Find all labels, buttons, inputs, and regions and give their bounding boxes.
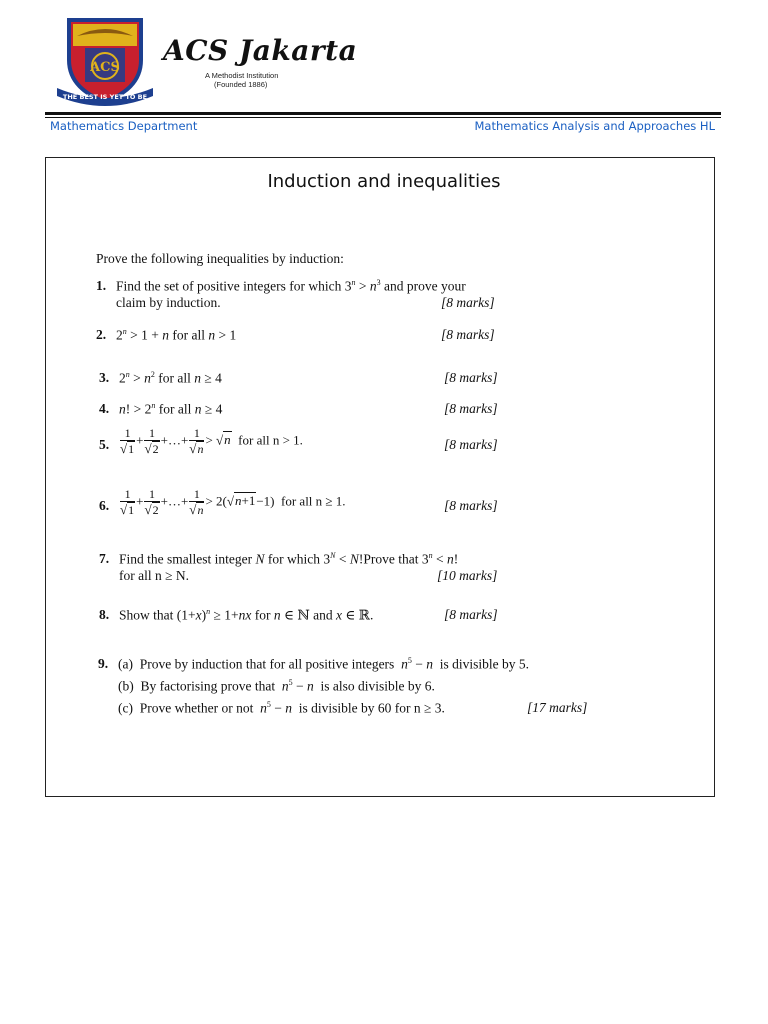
school-crest-logo: [55, 16, 155, 108]
question-9b: (b) By factorising prove that $n^5 - n$ is also divisible by 6.: [118, 678, 435, 694]
question-7-line-1: Find the smallest integer N for which $3^N$ < N!Prove that $3^n < n$!: [119, 551, 459, 567]
course-label: Mathematics Analysis and Approaches HL: [474, 119, 715, 133]
svg-text:ACS: ACS: [90, 60, 120, 75]
question-2-marks: [8 marks]: [441, 327, 495, 342]
question-number: 7.: [99, 551, 110, 566]
question-number: 1.: [96, 278, 107, 293]
question-number: 2.: [96, 327, 107, 342]
question-5-expression: $\frac{1}{√1}$ + $\frac{1}{√2}$ +…+ $\frac{1}{√n}$ > √n for all n > 1.: [120, 426, 303, 456]
question-3-statement: $2^n > n^2$ for all n ≥ 4: [119, 370, 222, 386]
question-9c: (c) Prove whether or not $n^5 - n$ is divisible by 60 for n ≥ 3.: [118, 700, 445, 716]
question-number: 4.: [99, 401, 110, 416]
question-9-marks: [17 marks]: [527, 700, 588, 715]
school-affiliation: A Methodist Institution: [205, 71, 279, 80]
question-7-line-2: for all n ≥ N.: [119, 568, 190, 583]
question-number: 8.: [99, 607, 110, 622]
question-3-marks: [8 marks]: [444, 370, 498, 385]
question-5-marks: [8 marks]: [444, 437, 498, 452]
worksheet-title: Induction and inequalities: [267, 171, 501, 192]
school-name: ACS Jakarta: [163, 34, 358, 67]
school-founded: (Founded 1886): [214, 80, 268, 89]
question-number: 3.: [99, 370, 110, 385]
department-label: Mathematics Department: [50, 119, 198, 133]
question-4-marks: [8 marks]: [444, 401, 498, 416]
instructions: Prove the following inequalities by induction:: [96, 251, 344, 266]
question-9a: (a) Prove by induction that for all positive integers $n^5 - n$ is divisible by 5.: [118, 656, 529, 672]
question-7-marks: [10 marks]: [437, 568, 498, 583]
header-rule-thick: [45, 112, 721, 115]
question-8-statement: Show that $(1+x)^n \ge 1+nx$ for n ∈ ℕ and x ∈ ℝ.: [119, 607, 374, 623]
question-2-statement: $2^n > 1 + n$ for all n > 1: [116, 327, 237, 343]
question-number: 5.: [99, 437, 110, 452]
question-1-line-1: Find the set of positive integers for which $3^n > n^3$ and prove your: [116, 278, 466, 294]
question-1-line-2: claim by induction.: [116, 295, 221, 310]
question-4-statement: n! > $2^n$ for all n ≥ 4: [119, 401, 223, 417]
question-6-expression: $\frac{1}{√1}$ + $\frac{1}{√2}$ +…+ $\frac{1}{√n}$ > 2(√n+1−1) for all n ≥ 1.: [120, 487, 346, 517]
question-6-marks: [8 marks]: [444, 498, 498, 513]
svg-text:THE BEST IS YET TO BE: THE BEST IS YET TO BE: [62, 93, 148, 101]
question-number: 6.: [99, 498, 110, 513]
question-1-marks: [8 marks]: [441, 295, 495, 310]
question-8-marks: [8 marks]: [444, 607, 498, 622]
header-rule-thin: [45, 117, 721, 118]
question-number: 9.: [98, 656, 109, 671]
